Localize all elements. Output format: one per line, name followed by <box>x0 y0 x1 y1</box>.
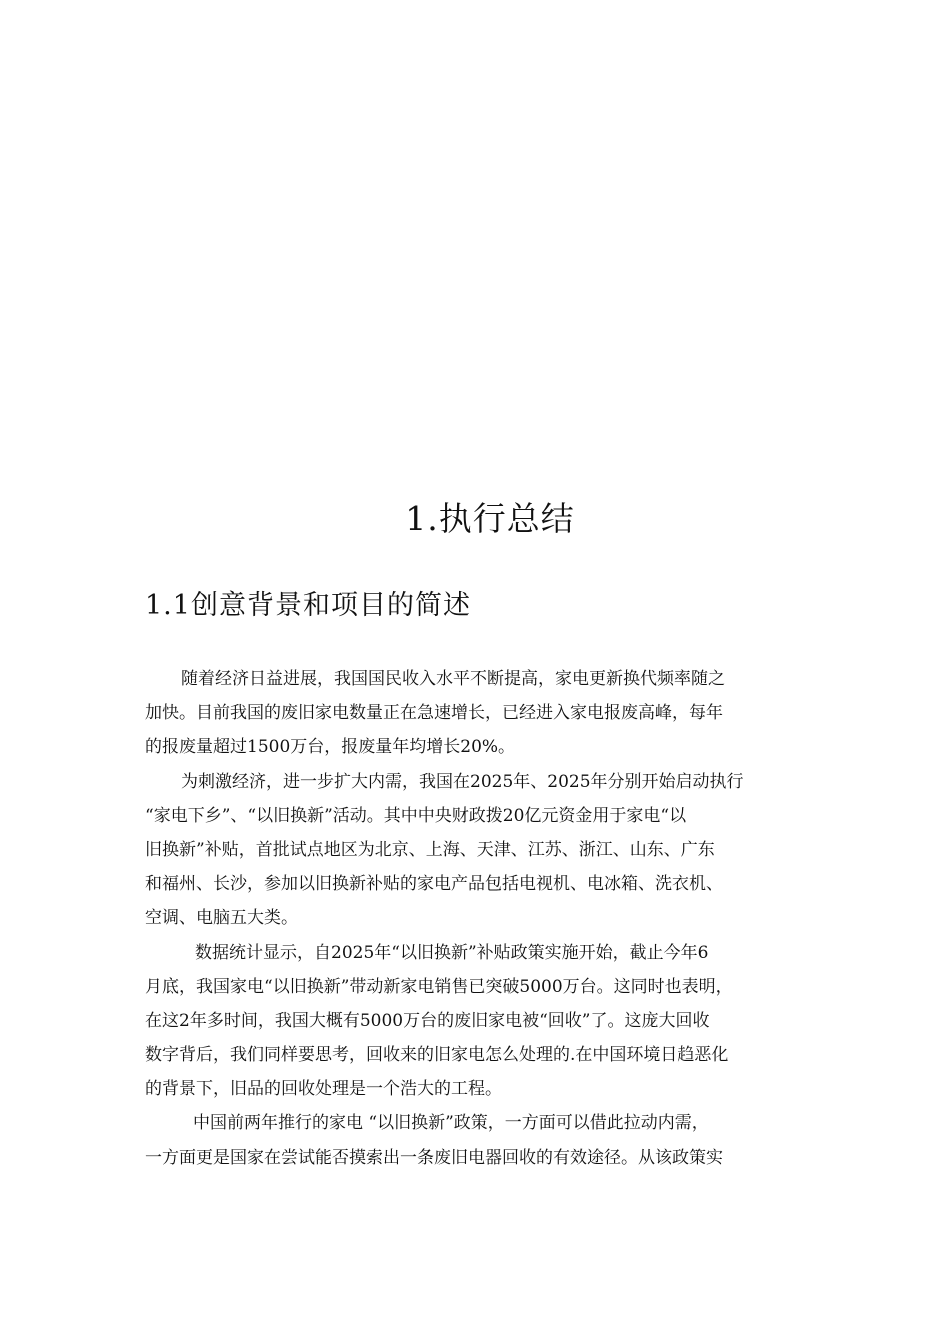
paragraph-line: 旧换新”补贴，首批试点地区为北京、上海、天津、江苏、浙江、山东、广东 <box>145 839 715 860</box>
paragraph-line: 中国前两年推行的家电 “以旧换新”政策，一方面可以借此拉动内需， <box>193 1113 709 1134</box>
paragraph-line: 月底，我国家电“以旧换新”带动新家电销售已突破5000万台。这同时也表明， <box>145 976 733 997</box>
paragraph-line: 数据统计显示，自2025年“以旧换新”补贴政策实施开始，截止今年6 <box>195 942 709 963</box>
paragraph-line: 随着经济日益进展，我国国民收入水平不断提高，家电更新换代频率随之 <box>181 669 725 689</box>
section-title: 1.1创意背景和项目的简述 <box>145 590 471 621</box>
paragraph-line: 为刺激经济，进一步扩大内需，我国在2025年、2025年分别开始启动执行 <box>181 771 744 792</box>
paragraph-line: 空调、电脑五大类。 <box>145 908 298 929</box>
paragraph-line: 在这2年多时间，我国大概有5000万台的废旧家电被“回收”了。这庞大回收 <box>145 1010 710 1031</box>
paragraph-line: “家电下乡”、“以旧换新”活动。其中中央财政拨20亿元资金用于家电“以 <box>145 805 687 826</box>
chapter-title: 1.执行总结 <box>405 499 575 538</box>
paragraph-line: 一方面更是国家在尝试能否摸索出一条废旧电器回收的有效途径。从该政策实 <box>145 1147 723 1168</box>
body-text <box>145 662 820 1175</box>
paragraph-line: 的报废量超过1500万台，报废量年均增长20%。 <box>145 737 516 758</box>
paragraph-line: 和福州、长沙，参加以旧换新补贴的家电产品包括电视机、电冰箱、洗衣机、 <box>145 874 723 895</box>
paragraph-line: 数字背后，我们同样要思考，回收来的旧家电怎么处理的.在中国环境日趋恶化 <box>145 1045 729 1066</box>
paragraph-line: 加快。目前我国的废旧家电数量正在急速增长，已经进入家电报废高峰，每年 <box>145 703 723 724</box>
paragraph-line: 的背景下，旧品的回收处理是一个浩大的工程。 <box>145 1079 502 1100</box>
